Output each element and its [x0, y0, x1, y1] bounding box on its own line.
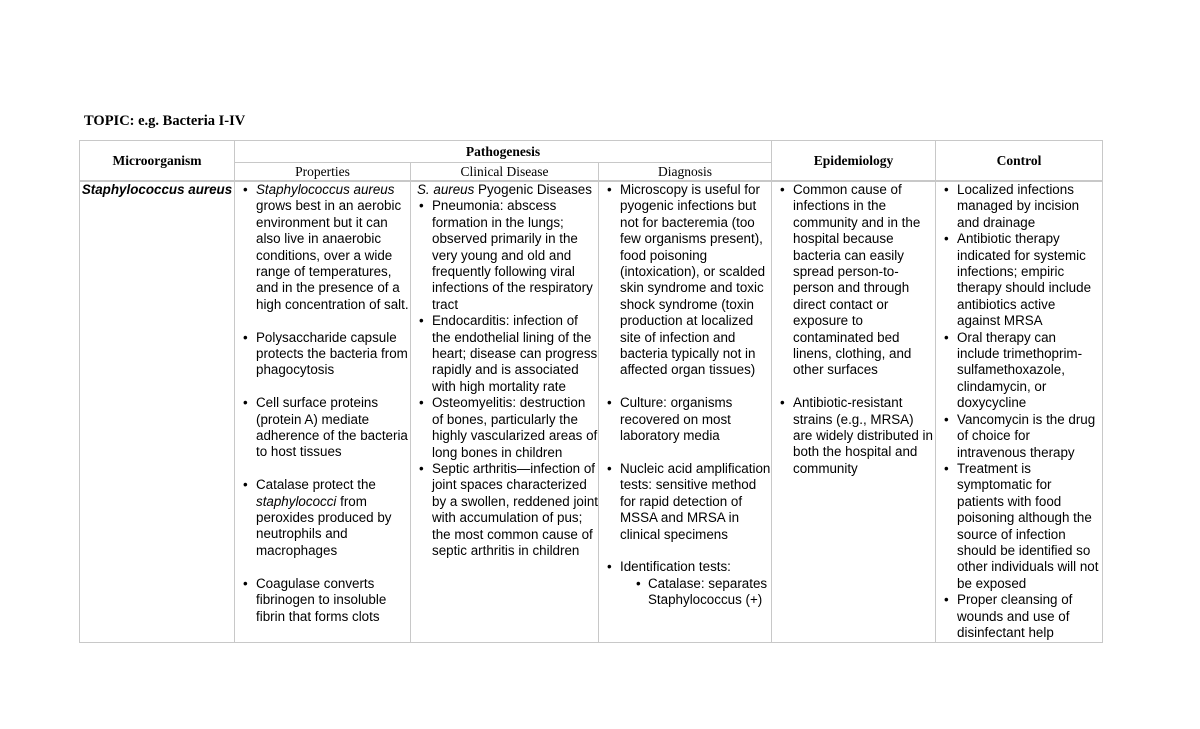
summary-table [79, 140, 1103, 643]
clinical-disease-cell [411, 181, 599, 643]
list-item [241, 477, 410, 559]
clinical-disease-list [417, 198, 598, 559]
list-item: • Treatment is symptomatic for patients with food poisoning although the source of infection should be identified so other individuals will not be exposed [942, 461, 1102, 592]
item-text: Identification tests: [620, 559, 731, 575]
list-item [241, 182, 410, 313]
italic-term: Staphylococcus aureus [256, 182, 395, 197]
diagnosis-list [605, 182, 771, 609]
list-item: • Nucleic acid amplification tests: sensitive method for rapid detection of MSSA and MRSA in clinical specimens [605, 461, 771, 543]
list-item [241, 395, 410, 461]
list-item: • Catalase: separates Staphylococcus (+) [634, 576, 771, 609]
list-item: • Microscopy is useful for pyogenic infections but not for bacteremia (too few organisms present), food poisoning (intoxication), or scalded skin syndrome and toxic shock syndrome (toxin production at localized site of infection and bacteria typically not in affected organ tissues) [605, 182, 771, 379]
header-epidemiology: Epidemiology [772, 141, 936, 182]
italic-term: S. aureus [417, 182, 475, 197]
list-item: • Proper cleansing of wounds and use of disinfectant help [942, 592, 1102, 641]
epidemiology-cell [772, 181, 936, 643]
header-clinical-disease: Clinical Disease [411, 163, 599, 182]
list-item: • Common cause of infections in the community and in the hospital because bacteria can easily spread person-to-person and through direct contact or exposure to contaminated bed linens, clothing, and other surfaces [778, 182, 935, 379]
epidemiology-list [778, 182, 935, 477]
list-item: • Localized infections managed by incision and drainage [942, 182, 1102, 231]
microorganism-name: Staphylococcus aureus [81, 182, 233, 197]
item-text: Coagulase converts fibrinogen to insoluble fibrin that forms clots [256, 575, 387, 624]
list-item: • Vancomycin is the drug of choice for intravenous therapy [942, 412, 1102, 461]
diagnosis-cell [599, 181, 772, 643]
list-item: • Pneumonia: abscess formation in the lungs; observed primarily in the very young and old and frequently following viral infections of the respiratory tract [417, 198, 598, 313]
microorganism-cell [80, 181, 235, 643]
list-item: • Culture: organisms recovered on most laboratory media [605, 395, 771, 444]
control-cell [936, 181, 1103, 643]
item-text: Polysaccharide capsule protects the bacteria from phagocytosis [256, 329, 408, 378]
topic-value: e.g. Bacteria I-IV [138, 113, 246, 129]
clinical-intro [417, 182, 598, 198]
identification-sublist [634, 576, 771, 609]
list-item: • Septic arthritis—infection of joint spaces characterized by a swollen, reddened joint with accumulation of pus; the most common cause of septic arthritis in children [417, 461, 598, 559]
item-text: Pyogenic Diseases [474, 182, 592, 197]
list-item: • Osteomyelitis: destruction of bones, particularly the highly vascularized areas of long bones in children [417, 395, 598, 461]
properties-cell [235, 181, 411, 643]
properties-list [241, 182, 410, 625]
table-row [80, 181, 1103, 643]
topic-heading [84, 113, 245, 130]
list-item: • Oral therapy can include trimethoprim-sulfamethoxazole, clindamycin, or doxycycline [942, 330, 1102, 412]
list-item [241, 576, 410, 625]
header-microorganism: Microorganism [80, 141, 235, 182]
topic-label: TOPIC: [84, 113, 135, 129]
item-text: grows best in an aerobic environment but it can also live in anaerobic conditions, over a wide range of temperatures, and in the presence of a high concentration of salt. [256, 198, 409, 312]
header-properties: Properties [235, 163, 411, 182]
italic-term: staphylococci [256, 493, 337, 509]
list-item [241, 330, 410, 379]
list-item: • Antibiotic therapy indicated for systemic infections; empiric therapy should include antibiotics active against MRSA [942, 231, 1102, 329]
header-diagnosis: Diagnosis [599, 163, 772, 182]
item-text: Cell surface proteins (protein A) mediate adherence of the bacteria to host tissues [256, 395, 408, 460]
control-list [942, 182, 1102, 641]
header-pathogenesis: Pathogenesis [235, 141, 772, 163]
header-row [80, 141, 1103, 163]
header-control: Control [936, 141, 1103, 182]
list-item: • Endocarditis: infection of the endothelial lining of the heart; disease can progress rapidly and is associated with high mortality rate [417, 313, 598, 395]
item-text: Catalase protect the [256, 477, 376, 493]
list-item: • Antibiotic-resistant strains (e.g., MRSA) are widely distributed in both the hospital and community [778, 395, 935, 477]
item-text: from peroxides produced by neutrophils and macrophages [256, 493, 392, 558]
list-item [605, 559, 771, 608]
